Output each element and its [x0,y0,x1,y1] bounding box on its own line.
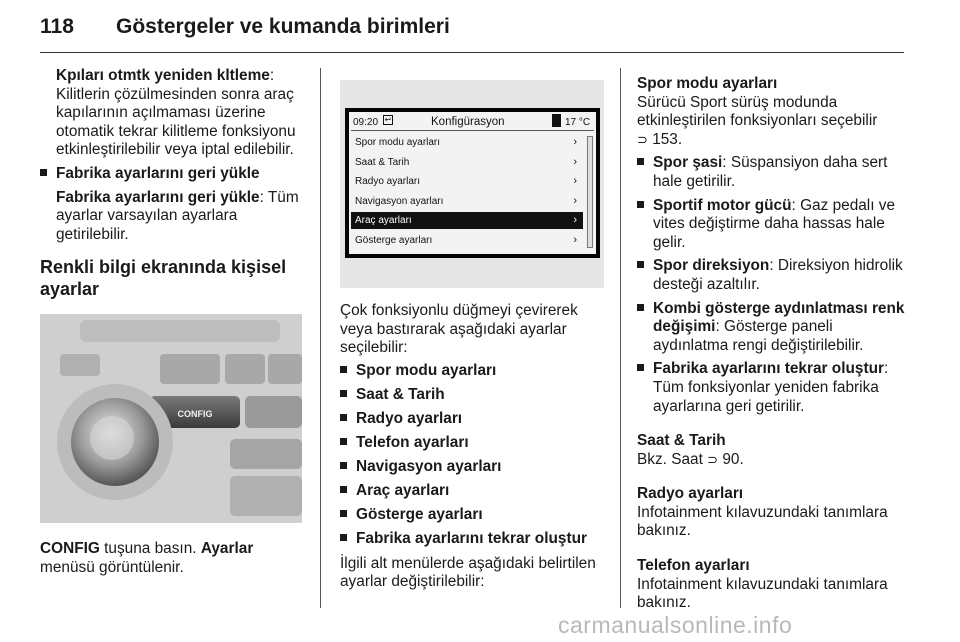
settings-list-item-label: Radyo ayarları [356,409,463,427]
settings-list-item [340,410,604,429]
display-menu-item-label: Radyo ayarları [355,176,421,187]
auto-relock-text: : Kilitlerin çözülmesinden sonra araç kapılarının açılmaması üzerine otomatik tekrar kilitleme fonksiyonu etkinleştirilebilir veya iptal edilebilir. [56,67,296,159]
settings-outro: İlgili alt menülerde aşağıdaki belirtilen ayarlar değiştirilebilir: [340,554,596,591]
bullet-square [340,534,347,541]
factory-reset-text: : Tüm ayarlar varsayılan ayarlara getirilebilir. [56,188,299,243]
settings-list-item-label: Araç ayarları [356,482,450,500]
bullet-square [340,510,347,517]
clock-text: Bkz. Saat ⊃ 90. [637,450,744,468]
settings-list-item-label: Fabrika ayarlarını tekrar oluştur [356,530,587,548]
column-divider-1 [320,68,321,608]
factory-reset-term: Fabrika ayarlarını geri yükle [56,188,260,206]
display-menu-item-label: Gösterge ayarları [355,234,433,246]
config-button-label: CONFIG [177,409,213,419]
sport-text: Sürücü Sport sürüş modunda etkinleştirilen fonksiyonları seçebilir ⊃ 153. [637,93,878,148]
settings-list-item [340,482,604,501]
cluster-color-item: Kombi gösterge aydınlatması renk değişimi: Gösterge paneli aydınlatma rengi değiştirilebilir. [637,300,907,356]
caption-mid: tuşuna basın. [99,540,201,557]
console-illustration [40,314,302,523]
caption-config: CONFIG [40,540,100,557]
chevron-right-icon: › [573,155,577,168]
settings-list-item-label: Saat & Tarih [356,385,445,403]
page-number: 118 [40,15,74,38]
settings-intro: Çok fonksiyonlu düğmeyi çevirerek veya bastırarak aşağıdaki ayarlar seçilebilir: [340,302,578,357]
sport-chassis-item: Spor şasi: Süspansiyon daha sert hale getirilir. [637,154,907,191]
display-scrollbar [587,136,593,248]
chevron-right-icon: › [573,175,577,187]
settings-list [340,362,604,549]
config-caption [40,540,302,577]
sport-reset-item: Fabrika ayarlarını tekrar oluştur: Tüm fonksiyonlar yeniden fabrika ayarlarına geri getirilir. [637,360,907,416]
auto-relock-paragraph [40,67,302,160]
settings-list-item [340,362,604,381]
settings-list-item [340,506,604,525]
display-screenshot [340,80,604,288]
bullet-square [340,366,347,373]
display-temperature: 17 °C [565,117,591,128]
page-title: Göstergeler ve kumanda birimleri [116,15,450,38]
bullet-square [340,390,347,397]
bullet-square [340,438,347,445]
column-1 [40,67,302,300]
header-rule [40,52,904,53]
display-time: 09:20 [353,117,379,128]
sport-page-ref[interactable]: 153. [652,130,683,148]
display-menu-item [351,232,583,249]
column-divider-2 [620,68,621,608]
watermark: carmanualsonline.info [558,612,793,638]
column-2 [340,302,604,592]
display-menu-item-label: Araç ayarları [355,215,412,226]
display-menu-item-label: Spor modu ayarları [355,137,441,148]
factory-reset-bullet-label: Fabrika ayarlarını geri yükle [56,164,260,182]
clock-heading: Saat & Tarih [637,432,726,450]
display-title: Konfigürasyon [431,116,505,128]
bullet-square [340,414,347,421]
page-ref-icon: ⊃ [637,131,648,147]
bullet-square [340,462,347,469]
factory-reset-bullet [40,165,302,184]
bullet-square [340,486,347,493]
auto-relock-term: Kpıları otmtk yeniden kltleme [56,67,270,84]
clock-page-ref[interactable]: 90. [722,450,744,468]
settings-list-item-label: Spor modu ayarları [356,361,497,379]
settings-list-item [340,386,604,405]
chevron-right-icon: › [573,233,577,246]
display-fuel-icon [552,114,561,127]
sport-heading: Spor modu ayarları [637,75,778,92]
console-photo [40,314,302,523]
display-menu-item [351,173,583,190]
page-ref-icon: ⊃ [707,451,719,467]
display-divider [351,130,594,131]
caption-end: menüsü görüntülenir. [40,558,184,576]
section-heading: Renkli bilgi ekranında kişisel ayarlar [40,257,287,300]
settings-list-item [340,434,604,453]
bullet-square [40,169,47,176]
chevron-right-icon: › [573,194,577,207]
phone-text: Infotainment kılavuzundaki tanımlara bakınız. [637,575,888,612]
settings-list-item [340,458,604,477]
display-menu-item-label: Navigasyon ayarları [355,195,444,207]
display-menu-item [351,134,583,151]
radio-text: Infotainment kılavuzundaki tanımlara bakınız. [637,503,888,540]
sport-steering-item: Spor direksiyon: Direksiyon hidrolik desteği azaltılır. [637,257,907,294]
chevron-right-icon: › [573,214,577,226]
factory-reset-paragraph [40,189,302,245]
settings-list-item-label: Gösterge ayarları [356,506,483,524]
display-content [349,112,596,254]
caption-settings: Ayarlar [200,540,254,557]
radio-heading: Radyo ayarları [637,485,744,503]
display-back-icon: ↩ [384,115,392,124]
display-menu-item [351,212,583,229]
sport-engine-item: Sportif motor gücü: Gaz pedalı ve vites değiştirme daha hassas hale gelir. [637,197,907,253]
display-menu-item [351,154,583,171]
chevron-right-icon: › [573,136,577,148]
display-menu-item [351,193,583,210]
phone-heading: Telefon ayarları [637,557,750,575]
display-menu-item-label: Saat & Tarih [355,156,410,168]
settings-list-item-label: Navigasyon ayarları [356,458,502,476]
column-3 [637,75,907,613]
display-bezel [345,108,600,258]
settings-list-item-label: Telefon ayarları [356,434,469,452]
settings-list-item [340,530,604,549]
